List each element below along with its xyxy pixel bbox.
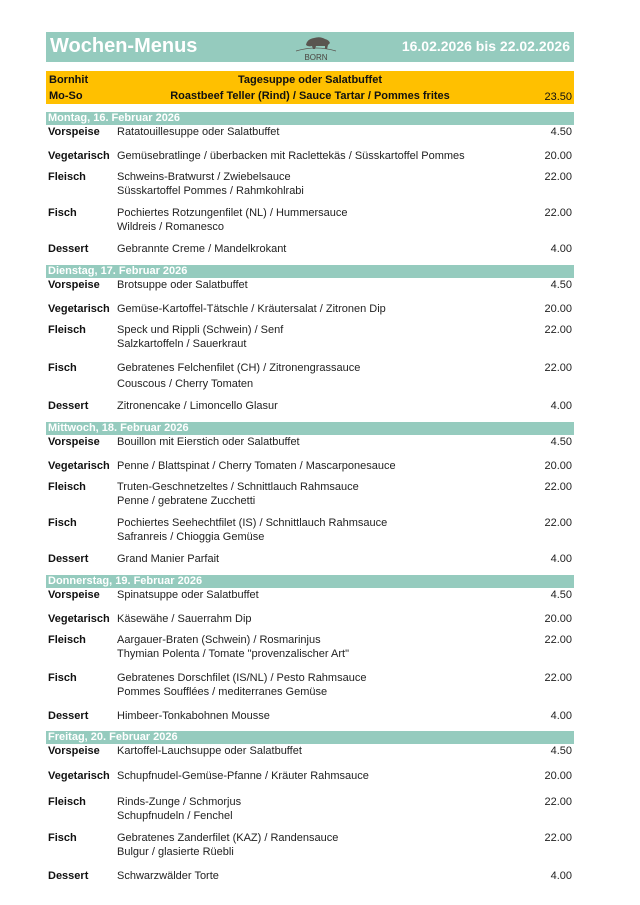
menu-description: Schupfnudel-Gemüse-Pfanne / Kräuter Rahmsauce <box>117 770 369 782</box>
menu-description: Pochiertes Seehechtfilet (IS) / Schnittlauch Rahmsauce <box>117 517 388 529</box>
menu-description: Penne / Blattspinat / Cherry Tomaten / Mascarponesauce <box>117 460 396 472</box>
menu-price: 20.00 <box>544 303 572 315</box>
menu-category: Vegetarisch <box>48 770 110 782</box>
restaurant-logo <box>292 33 340 62</box>
menu-description-line2: Bulgur / glasierte Rüebli <box>117 846 234 858</box>
menu-category: Fisch <box>48 832 77 844</box>
menu-description: Bouillon mit Eierstich oder Salatbuffet <box>117 436 300 448</box>
menu-price: 22.00 <box>544 362 572 374</box>
menu-price: 20.00 <box>544 150 572 162</box>
menu-price: 20.00 <box>544 613 572 625</box>
menu-category: Dessert <box>48 710 89 722</box>
menu-category: Dessert <box>48 243 89 255</box>
menu-category: Vegetarisch <box>48 150 110 162</box>
menu-category: Fisch <box>48 362 77 374</box>
menu-price: 4.00 <box>550 553 572 565</box>
menu-price: 4.50 <box>550 745 572 757</box>
menu-description: Käsewähe / Sauerrahm Dip <box>117 613 252 625</box>
menu-description: Himbeer-Tonkabohnen Mousse <box>117 710 270 722</box>
menu-category: Fisch <box>48 672 77 684</box>
day-section <box>46 575 574 722</box>
menu-description-line2: Couscous / Cherry Tomaten <box>117 378 254 390</box>
menu-price: 22.00 <box>544 672 572 684</box>
menu-category: Vegetarisch <box>48 613 110 625</box>
special-name: Bornhit <box>49 74 89 86</box>
menu-description: Gebrannte Creme / Mandelkrokant <box>117 243 287 255</box>
menu-description-line2: Thymian Polenta / Tomate "provenzalischer Art" <box>117 648 349 660</box>
menu-category: Dessert <box>48 400 89 412</box>
logo-text: BORN <box>304 53 328 62</box>
menu-description: Gebratenes Zanderfilet (KAZ) / Randensauce <box>117 832 339 844</box>
menu-description: Kartoffel-Lauchsuppe oder Salatbuffet <box>117 745 302 757</box>
menu-category: Vorspeise <box>48 745 100 757</box>
menu-category: Fleisch <box>48 171 86 183</box>
menu-price: 20.00 <box>544 460 572 472</box>
menu-category: Dessert <box>48 553 89 565</box>
menu-category: Fleisch <box>48 324 86 336</box>
menu-price: 4.50 <box>550 126 572 138</box>
menu-description-line2: Penne / gebratene Zucchetti <box>117 495 256 507</box>
menu-category: Fisch <box>48 207 77 219</box>
menu-price: 22.00 <box>544 517 572 529</box>
menu-description: Spinatsuppe oder Salatbuffet <box>117 589 259 601</box>
menu-price: 20.00 <box>544 770 572 782</box>
menu-description-line2: Safranreis / Chioggia Gemüse <box>117 531 265 543</box>
menu-category: Fleisch <box>48 796 86 808</box>
day-section <box>46 112 574 255</box>
menu-price: 22.00 <box>544 171 572 183</box>
menu-description-line2: Schupfnudeln / Fenchel <box>117 810 233 822</box>
menu-price: 22.00 <box>544 481 572 493</box>
page-title: Wochen-Menus <box>50 35 198 57</box>
special-line1: Tagesuppe oder Salatbuffet <box>237 74 383 86</box>
menu-description: Truten-Geschnetzeltes / Schnittlauch Rahmsauce <box>117 481 359 493</box>
menu-description-line2: Wildreis / Romanesco <box>117 221 224 233</box>
menu-price: 4.50 <box>550 279 572 291</box>
menu-description: Schwarzwälder Torte <box>117 870 219 882</box>
menu-description: Gebratenes Dorschfilet (IS/NL) / Pesto Rahmsauce <box>117 672 367 684</box>
menu-price: 4.00 <box>550 710 572 722</box>
menu-description: Gebratenes Felchenfilet (CH) / Zitronengrassauce <box>117 362 361 374</box>
weekly-special <box>46 71 574 104</box>
menu-price: 22.00 <box>544 634 572 646</box>
menu-price: 4.00 <box>550 243 572 255</box>
menu-description: Grand Manier Parfait <box>117 553 220 565</box>
day-header: Montag, 16. Februar 2026 <box>46 112 574 125</box>
menu-description-line2: Pommes Soufflées / mediterranes Gemüse <box>117 686 328 698</box>
menu-price: 22.00 <box>544 324 572 336</box>
special-price: 23.50 <box>544 91 572 103</box>
menu-category: Vorspeise <box>48 589 100 601</box>
menu-price: 4.50 <box>550 589 572 601</box>
menu-description: Ratatouillesuppe oder Salatbuffet <box>117 126 280 138</box>
special-line2: Roastbeef Teller (Rind) / Sauce Tartar / Pommes frites <box>170 90 450 102</box>
menu-description: Aargauer-Braten (Schwein) / Rosmarinjus <box>117 634 321 646</box>
menu-description-line2: Salzkartoffeln / Sauerkraut <box>117 338 247 350</box>
day-section <box>46 731 574 882</box>
menu-price: 22.00 <box>544 796 572 808</box>
menu-category: Fleisch <box>48 634 86 646</box>
menu-price: 22.00 <box>544 207 572 219</box>
menu-price: 4.50 <box>550 436 572 448</box>
special-days: Mo-So <box>49 90 83 102</box>
menu-description: Schweins-Bratwurst / Zwiebelsauce <box>117 171 291 183</box>
menu-category: Fleisch <box>48 481 86 493</box>
menu-category: Fisch <box>48 517 77 529</box>
menu-category: Vorspeise <box>48 436 100 448</box>
menu-description: Gemüsebratlinge / überbacken mit Raclettekäs / Süsskartoffel Pommes <box>117 150 465 162</box>
menu-price: 22.00 <box>544 832 572 844</box>
menu-price: 4.00 <box>550 870 572 882</box>
day-header: Freitag, 20. Februar 2026 <box>46 731 574 744</box>
date-range: 16.02.2026 bis 22.02.2026 <box>401 38 570 54</box>
menu-category: Vegetarisch <box>48 303 110 315</box>
menu-category: Vorspeise <box>48 279 100 291</box>
day-section <box>46 422 574 565</box>
menu-description-line2: Süsskartoffel Pommes / Rahmkohlrabi <box>117 185 304 197</box>
day-header: Mittwoch, 18. Februar 2026 <box>46 422 574 435</box>
day-header: Donnerstag, 19. Februar 2026 <box>46 575 574 588</box>
day-section <box>46 265 574 412</box>
menu-description: Speck und Rippli (Schwein) / Senf <box>117 324 284 336</box>
menu-description: Brotsuppe oder Salatbuffet <box>117 279 248 291</box>
menu-category: Vegetarisch <box>48 460 110 472</box>
menu-description: Pochiertes Rotzungenfilet (NL) / Hummersauce <box>117 207 348 219</box>
day-header: Dienstag, 17. Februar 2026 <box>46 265 574 278</box>
menu-category: Dessert <box>48 870 89 882</box>
menu-price: 4.00 <box>550 400 572 412</box>
menu-description: Rinds-Zunge / Schmorjus <box>117 796 242 808</box>
page-header <box>46 32 574 62</box>
menu-description: Gemüse-Kartoffel-Tätschle / Kräutersalat / Zitronen Dip <box>117 303 386 315</box>
menu-category: Vorspeise <box>48 126 100 138</box>
menu-description: Zitronencake / Limoncello Glasur <box>117 400 278 412</box>
